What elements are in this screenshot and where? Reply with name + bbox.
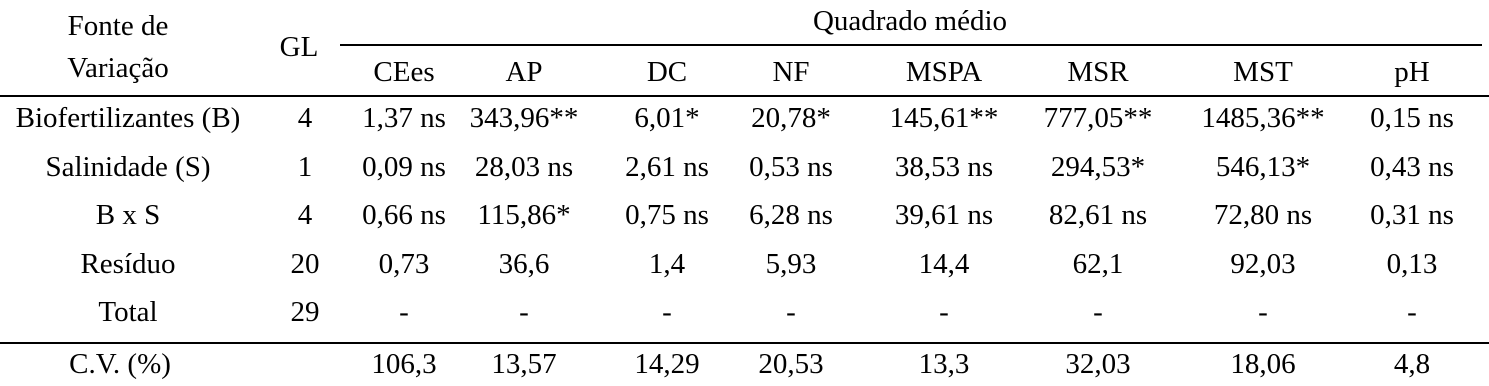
table-cell: 0,13 [1386, 248, 1438, 280]
table-cell: 38,53 ns [894, 151, 994, 183]
table-cell: - [399, 296, 409, 328]
table-cell: - [519, 296, 529, 328]
cv-cell: 13,57 [491, 348, 557, 380]
header-gl: GL [279, 31, 319, 63]
table-cell: - [786, 296, 796, 328]
table-cell: 0,73 [378, 248, 430, 280]
row-gl-value: 4 [297, 199, 313, 231]
cv-cell: 18,06 [1230, 348, 1296, 380]
cv-cell: 4,8 [1393, 348, 1431, 380]
table-cell: 0,53 ns [749, 151, 833, 183]
table-cell: 0,31 ns [1370, 199, 1454, 231]
table-cell: 343,96** [469, 102, 579, 134]
table-cell: 28,03 ns [474, 151, 574, 183]
table-cell: - [1093, 296, 1103, 328]
table-cell: 82,61 ns [1048, 199, 1148, 231]
column-header-ap: AP [505, 56, 543, 88]
column-header-mst: MST [1233, 56, 1293, 88]
table-cell: 6,28 ns [749, 199, 833, 231]
row-gl-value: 20 [290, 248, 320, 280]
table-cell: 0,43 ns [1370, 151, 1454, 183]
cv-top-rule [0, 342, 1489, 344]
table-cell: - [1407, 296, 1417, 328]
table-cell: 36,6 [498, 248, 550, 280]
table-cell: 14,4 [918, 248, 970, 280]
table-cell: 72,80 ns [1213, 199, 1313, 231]
cv-cell: 14,29 [634, 348, 700, 380]
table-cell: 115,86* [477, 199, 571, 231]
table-cell: 62,1 [1072, 248, 1124, 280]
table-cell: 6,01* [634, 102, 700, 134]
row-gl-value: 4 [297, 102, 313, 134]
row-source-label: Salinidade (S) [45, 151, 211, 183]
cv-label: C.V. (%) [69, 348, 171, 380]
table-cell: 92,03 [1230, 248, 1296, 280]
column-header-ph: pH [1394, 56, 1430, 88]
table-cell: 5,93 [765, 248, 817, 280]
column-header-cees: CEes [373, 56, 435, 88]
table-cell: 145,61** [889, 102, 999, 134]
table-cell: 1,37 ns [362, 102, 446, 134]
table-cell: 546,13* [1215, 151, 1311, 183]
table-cell: - [1258, 296, 1268, 328]
table-cell: 0,15 ns [1370, 102, 1454, 134]
column-header-msr: MSR [1067, 56, 1129, 88]
table-cell: 20,78* [751, 102, 831, 134]
cv-cell: 13,3 [918, 348, 970, 380]
column-header-mspa: MSPA [905, 56, 983, 88]
row-source-label: Biofertilizantes (B) [15, 102, 241, 134]
table-cell: 2,61 ns [625, 151, 709, 183]
cv-cell: 106,3 [371, 348, 437, 380]
table-cell: 1,4 [648, 248, 686, 280]
row-source-label: B x S [95, 199, 161, 231]
table-cell: - [939, 296, 949, 328]
table-cell: 777,05** [1043, 102, 1153, 134]
column-header-dc: DC [646, 56, 688, 88]
row-source-label: Resíduo [80, 248, 176, 280]
row-gl-value: 29 [290, 296, 320, 328]
table-cell: 0,75 ns [625, 199, 709, 231]
header-fonte-line1: Fonte de [67, 10, 169, 42]
table-cell: 0,66 ns [362, 199, 446, 231]
header-quadrado-medio: Quadrado médio [812, 5, 1008, 37]
table-cell: 0,09 ns [362, 151, 446, 183]
row-source-label: Total [98, 296, 158, 328]
header-bottom-rule [0, 95, 1489, 97]
cv-cell: 20,53 [758, 348, 824, 380]
header-fonte-line2: Variação [67, 52, 169, 84]
cv-cell: 32,03 [1065, 348, 1131, 380]
table-cell: - [662, 296, 672, 328]
table-cell: 39,61 ns [894, 199, 994, 231]
table-cell: 1485,36** [1201, 102, 1325, 134]
row-gl-value: 1 [297, 151, 313, 183]
group-rule [340, 44, 1482, 46]
table-cell: 294,53* [1050, 151, 1146, 183]
column-header-nf: NF [772, 56, 810, 88]
